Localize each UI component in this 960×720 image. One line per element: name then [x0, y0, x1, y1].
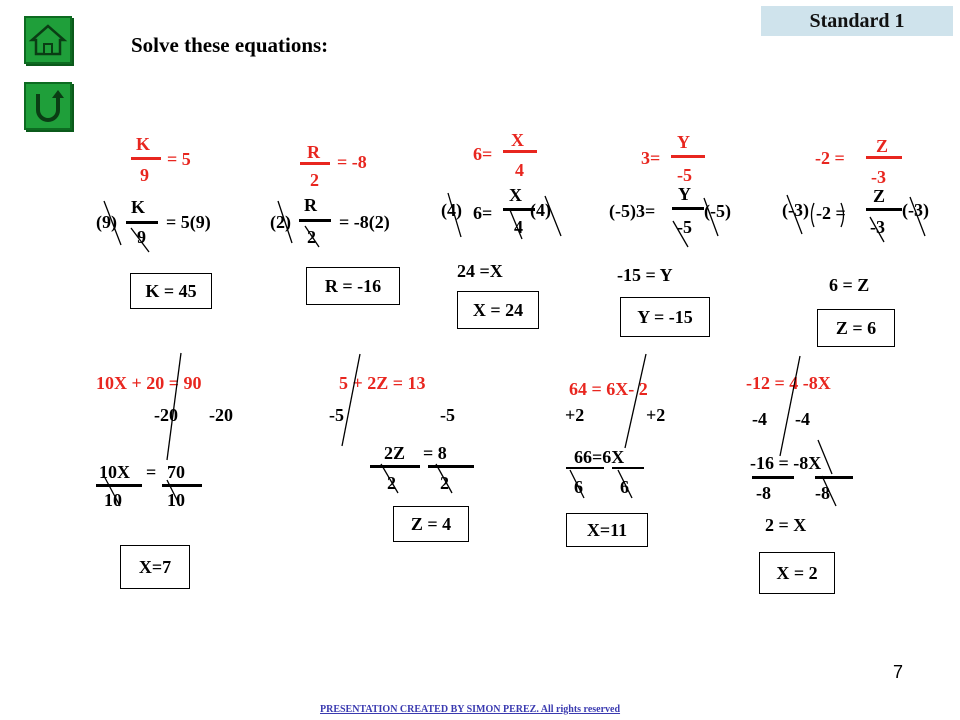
p4-bar: [671, 155, 705, 158]
p5-bar2: [866, 208, 902, 211]
cancel-line: [342, 354, 360, 446]
p1-rhs: = 5: [167, 149, 191, 169]
p8-equation: 64 = 6X- 2: [569, 379, 648, 399]
p7-sub-left: -5: [329, 405, 344, 425]
p3-step: 24 =X: [457, 261, 503, 281]
p3-den2: 4: [514, 217, 523, 237]
page-number: 7: [893, 662, 904, 682]
p9-den-left: -8: [756, 483, 771, 503]
p4-lhs: 3=: [641, 148, 661, 168]
cancel-line: [780, 356, 800, 456]
p2-den: 2: [310, 170, 319, 190]
p2-num2: R: [304, 195, 317, 215]
standard-badge: Standard 1: [761, 6, 953, 36]
p9-sub-right: -4: [795, 409, 810, 429]
p4-step: -15 = Y: [617, 265, 673, 285]
p6-bar-left: [96, 484, 142, 487]
p6-eq-sign: =: [146, 462, 157, 482]
p9-answer: X = 2: [759, 552, 835, 594]
p3-mult-left: (4): [441, 200, 462, 220]
p7-answer: Z = 4: [393, 506, 469, 542]
p7-bar-right: [428, 465, 474, 468]
p9-den-right: -8: [815, 483, 830, 503]
p2-rhs2: = -8(2): [339, 212, 390, 232]
p6-frac-left: 10X: [99, 462, 130, 482]
p2-answer: R = -16: [306, 267, 400, 305]
back-arrow-icon: [26, 84, 70, 128]
p7-frac-right: = 8: [423, 443, 447, 463]
footer-link[interactable]: PRESENTATION CREATED BY SIMON PEREZ. All rights reserved: [320, 704, 621, 715]
p4-mult-right: (-5): [704, 201, 731, 221]
p1-rhs2: = 5(9): [166, 212, 211, 232]
p9-bar-right: [815, 476, 853, 479]
p4-den2: -5: [677, 217, 692, 237]
p1-answer: K = 45: [130, 273, 212, 309]
p7-sub-right: -5: [440, 405, 455, 425]
p7-frac-left: 2Z: [384, 443, 406, 463]
home-button[interactable]: [24, 16, 72, 64]
page-title: Solve these equations:: [131, 33, 329, 57]
p9-sub-left: -4: [752, 409, 767, 429]
p3-num2: X: [509, 185, 522, 205]
p6-den-right: 10: [167, 490, 185, 510]
p4-lhs2: (-5)3=: [609, 201, 656, 221]
p5-num: Z: [876, 136, 889, 156]
p9-fraction: -16 = -8X: [750, 453, 822, 473]
p6-bar-right: [162, 484, 202, 487]
p5-step: 6 = Z: [829, 275, 870, 295]
p1-den2: 9: [137, 227, 146, 247]
p6-den-left: 10: [104, 490, 122, 510]
p5-answer: Z = 6: [817, 309, 895, 347]
p9-bar-left: [752, 476, 794, 479]
p1-num: K: [136, 134, 151, 154]
bracket-mark: [812, 203, 815, 227]
p3-den: 4: [515, 160, 524, 180]
p2-bar: [300, 162, 330, 165]
p2-num: R: [307, 142, 320, 162]
p1-den: 9: [140, 165, 149, 185]
p1-bar2: [126, 221, 158, 224]
p6-sub-left: -20: [154, 405, 178, 425]
p3-bar: [503, 150, 537, 153]
p3-lhs2: 6=: [473, 203, 493, 223]
p7-equation: 5 + 2Z = 13: [339, 373, 426, 393]
p8-bar-right: [612, 467, 644, 469]
p6-answer: X=7: [120, 545, 190, 589]
p8-add-left: +2: [565, 405, 585, 425]
p2-den2: 2: [307, 227, 316, 247]
p9-equation: -12 = 4 -8X: [746, 373, 831, 393]
home-icon: [26, 18, 70, 62]
p5-lhs2: -2 =: [816, 203, 846, 223]
p7-den-right: 2: [440, 473, 449, 493]
p4-den: -5: [677, 165, 692, 185]
p3-num: X: [511, 130, 524, 150]
p4-bar2: [672, 207, 704, 210]
p5-bar: [866, 156, 902, 159]
p3-lhs: 6=: [473, 144, 493, 164]
p7-den-left: 2: [387, 473, 396, 493]
p5-mult-right: (-3): [902, 200, 929, 220]
p8-den-right: 6: [620, 477, 629, 497]
p8-add-right: +2: [646, 405, 666, 425]
p2-bar2: [299, 219, 331, 222]
p8-den-left: 6: [574, 477, 583, 497]
p6-frac-right: 70: [167, 462, 185, 482]
p6-equation: 10X + 20 = 90: [96, 373, 202, 393]
p4-answer: Y = -15: [620, 297, 710, 337]
p2-mult: (2): [270, 212, 291, 232]
p7-bar-left: [370, 465, 420, 468]
p4-num2: Y: [678, 184, 691, 204]
p6-sub-right: -20: [209, 405, 233, 425]
p5-den2: -3: [870, 217, 885, 237]
p9-step: 2 = X: [765, 515, 807, 535]
p1-num2: K: [131, 197, 146, 217]
p1-bar: [131, 157, 161, 160]
cancel-line: [625, 354, 646, 448]
p5-num2: Z: [873, 186, 886, 206]
back-button[interactable]: [24, 82, 72, 130]
p5-mult-left: (-3): [782, 200, 809, 220]
p8-fraction: 66=6X: [574, 447, 625, 467]
p4-num: Y: [677, 132, 690, 152]
p8-answer: X=11: [566, 513, 648, 547]
p3-answer: X = 24: [457, 291, 539, 329]
p3-mult-right: (4): [530, 200, 551, 220]
p8-bar-left: [566, 467, 604, 469]
p5-den: -3: [871, 167, 886, 187]
p2-rhs: = -8: [337, 152, 367, 172]
p5-lhs: -2 =: [815, 148, 845, 168]
p1-mult: (9): [96, 212, 117, 232]
